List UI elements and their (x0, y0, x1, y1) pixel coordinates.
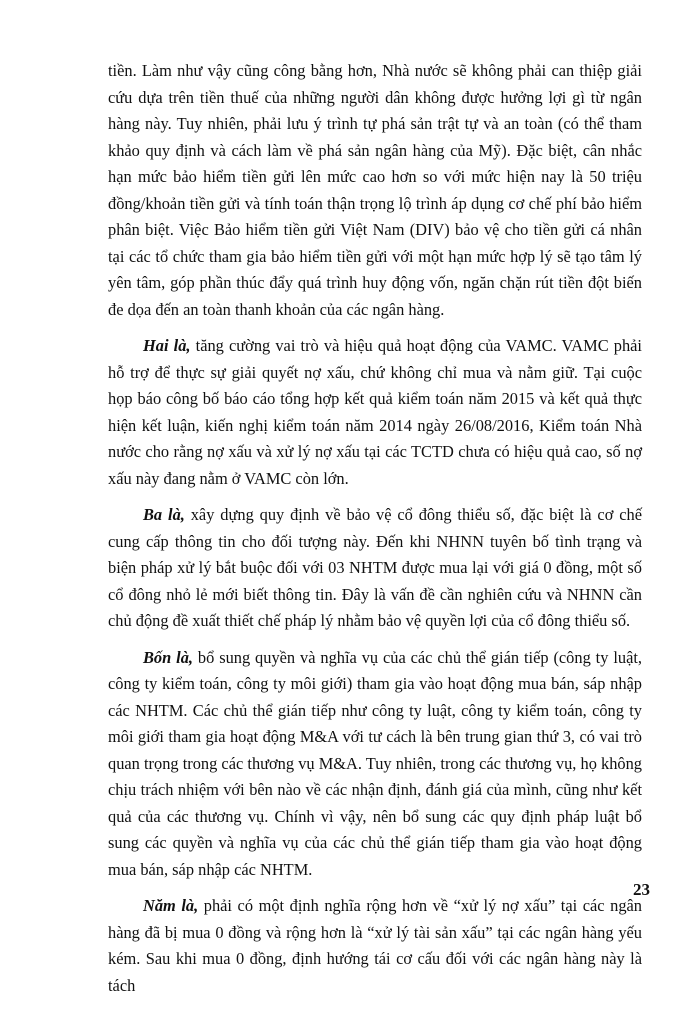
paragraph-point-3 (108, 502, 642, 635)
paragraph-lead: Ba là, (143, 505, 185, 524)
paragraph-continuation (108, 58, 642, 323)
paragraph-lead: Năm là, (143, 896, 199, 915)
paragraph-text: bổ sung quyền và nghĩa vụ của các chủ thể gián tiếp (công ty luật, công ty kiểm toán, công ty môi giới) tham gia vào hoạt động mua bán, sáp nhập các NHTM. Các chủ thể gián tiếp như công ty luật, công ty kiểm toán, công ty môi giới tham gia hoạt động M&A với tư cách là bên trung gian thứ 3, có vai trò quan trọng trong các thương vụ M&A. Tuy nhiên, trong các thương vụ, họ không chịu trách nhiệm với bên nào về các nhận định, đánh giá của mình, cũng như kết quả của các thương vụ. Chính vì vậy, nên bổ sung các quy định pháp luật bổ sung các quyền và nghĩa vụ của các chủ thể gián tiếp tham gia vào hoạt động mua bán, sáp nhập các NHTM. (108, 647, 642, 879)
paragraph-text: xây dựng quy định về bảo vệ cổ đông thiểu số, đặc biệt là cơ chế cung cấp thông tin cho đối tượng này. Đến khi NHNN tuyên bố tình trạng và biện pháp xử lý bắt buộc đối với 03 NHTM được mua lại với giá 0 đồng, một số cổ đông nhỏ lẻ mới biết thông tin. Đây là vấn đề cần nghiên cứu và NHNN cần chủ động đề xuất thiết chế pháp lý nhằm bảo vệ quyền lợi của cổ đông thiểu số. (108, 505, 642, 630)
paragraph-lead: Bốn là, (143, 647, 193, 667)
paragraph-text: tiền. Làm như vậy cũng công bằng hơn, Nhà nước sẽ không phải can thiệp giải cứu dựa trên tiền thuế của những người dân không được hưởng lợi gì từ ngân hàng này. Tuy nhiên, phải lưu ý trình tự phá sản trật tự và an toàn (có thể tham khảo quy định và cách làm về phá sản ngân hàng của Mỹ). Đặc biệt, cân nhắc hạn mức bảo hiểm tiền gửi lên mức cao hơn so với mức hiện nay là 50 triệu đồng/khoản tiền gửi và tính toán thận trọng lộ trình áp dụng cơ chế phí bảo hiểm phân biệt. Việc Bảo hiểm tiền gửi Việt Nam (DIV) bảo vệ cho tiền gửi cá nhân tại các tổ chức tham gia bảo hiểm tiền gửi với một hạn mức hợp lý sẽ tạo tâm lý yên tâm, góp phần thúc đẩy quá trình huy động vốn, ngăn chặn rút tiền đột biến đe dọa đến an toàn thanh khoản của các ngân hàng. (108, 61, 642, 319)
body-text (108, 58, 642, 1009)
page-number: 23 (633, 880, 650, 899)
paragraph-lead: Hai là, (143, 336, 191, 355)
paragraph-text: tăng cường vai trò và hiệu quả hoạt động của VAMC. VAMC phải hỗ trợ để thực sự giải quyết nợ xấu, chứ không chỉ mua và nằm giữ. Tại cuộc họp báo công bố báo cáo tổng hợp kết quả kiểm toán năm 2015 và kết quả thực hiện kết luận, kiến nghị kiểm toán năm 2014 ngày 26/08/2016, Kiểm toán Nhà nước cho rằng nợ xấu và xử lý nợ xấu tại các TCTD chưa có hiệu quả cao, số nợ xấu này đang nằm ở VAMC còn lớn. (108, 336, 642, 488)
paragraph-text: phải có một định nghĩa rộng hơn về “xử lý nợ xấu” tại các ngân hàng đã bị mua 0 đồng và rộng hơn là “xử lý tài sản xấu” tại các ngân hàng yếu kém. Sau khi mua 0 đồng, định hướng tái cơ cấu đối với các ngân hàng này là tách (108, 896, 642, 995)
paragraph-point-2 (108, 333, 642, 492)
paragraph-point-4 (108, 645, 642, 884)
paragraph-point-5 (108, 893, 642, 999)
